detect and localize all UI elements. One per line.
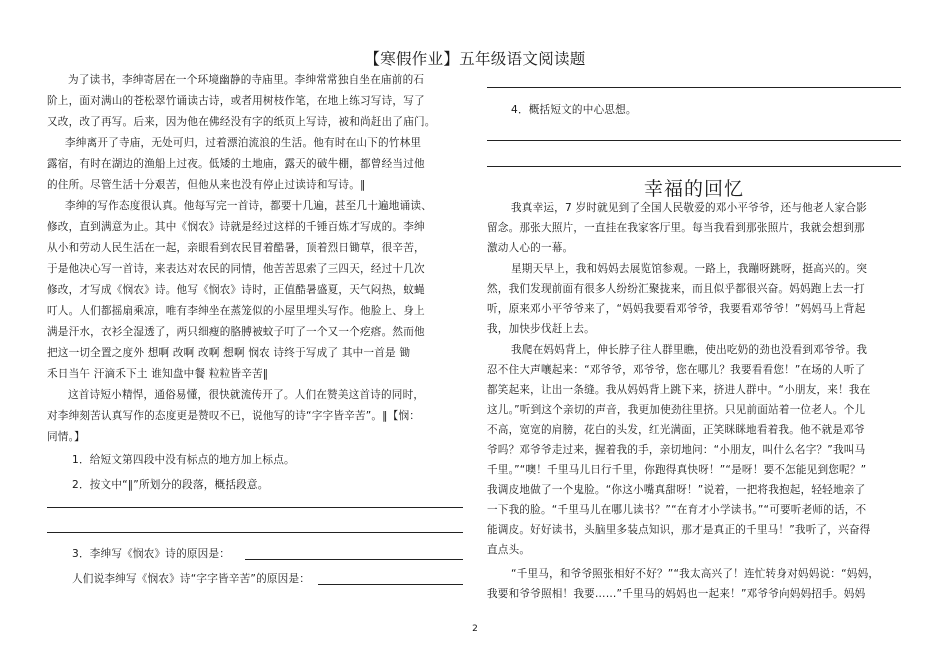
passage-line: 修改，直到满意为止。其中《悯农》诗就是经过这样的千锤百炼才写成的。李绅: [47, 221, 425, 233]
passage-line: 禾日当午 汗滴禾下土 谁知盘中餐 粒粒皆辛苦‖: [47, 368, 269, 380]
passage-line: 从小和劳动人民生活在一起，亲眼看到农民冒着酷暑，顶着烈日锄草，很辛苦，: [47, 242, 425, 254]
passage-line: 为了读书，李绅寄居在一个环境幽静的寺庙里。李绅常常独自坐在庙前的石: [68, 74, 425, 86]
page-number: 2: [472, 624, 478, 634]
story-line: 能调皮。好好读书，头脑里多装点知识，那才是真正的千里马！”我听了，兴奋得: [487, 524, 871, 536]
answer-line[interactable]: [245, 559, 463, 560]
answer-line[interactable]: [47, 507, 463, 508]
story-line: 我爬在妈妈背上，伸长脖子往人群里瞧，使出吃奶的劲也没看到邓爷爷。我: [511, 344, 868, 356]
story-line: 一下我的脸。“千里马儿在哪儿读书？”“在育才小学读书。”“可要听老师的话，不: [487, 504, 867, 516]
passage-line: 同情。】: [47, 431, 85, 443]
passage-line: 露宿，有时在湖边的渔船上过夜。低矮的土地庙，露天的破牛棚，都曾经当过他: [47, 158, 425, 170]
answer-line[interactable]: [487, 87, 901, 88]
story-line: 爷吗？邓爷爷走过来，握着我的手，亲切地问：“小朋友，叫什么名字？”我叫马: [487, 444, 866, 456]
passage-line: 这首诗短小精悍，通俗易懂，很快就流传开了。人们在赞美这首诗的同时，: [68, 389, 425, 401]
story-title: 幸福的回忆: [643, 178, 744, 200]
passage-line: 对李绅刻苦认真写作的态度更是赞叹不已，说他写的诗“字字皆辛苦”。‖【悯：: [47, 410, 421, 422]
story-line: 我，加快步伐赶上去。: [487, 323, 595, 335]
story-line: 不高，宽宽的肩膀，花白的头发，红光满面，正笑眯眯地看着我。他不就是邓爷: [487, 424, 865, 436]
passage-line: 把这一切全置之度外 想啊 改啊 改啊 想啊 悯农 诗终于写成了 其中一首是 锄: [47, 347, 411, 359]
story-line: 忍不住大声嚷起来：“邓爷爷，邓爷爷，您在哪儿？我要看看您！”在场的人听了: [487, 364, 866, 376]
answer-line[interactable]: [47, 532, 463, 533]
page-title: 【寒假作业】五年级语文阅读题: [364, 50, 586, 68]
question-2: 2．按文中“‖”所划分的段落，概括段意。: [72, 479, 269, 491]
answer-line[interactable]: [487, 140, 901, 141]
passage-line: 李绅离开了寺庙，无处可归，过着漂泊流浪的生活。他有时在山下的竹林里: [65, 137, 422, 149]
question-3: 3．李绅写《悯农》诗的原因是：: [72, 548, 231, 560]
passage-line: 于是他决心写一首诗，来表达对农民的同情，他苦苦思索了三四天，经过十几次: [47, 263, 425, 275]
story-line: 我要和爷爷照相！我要……”千里马的妈妈也一起来！”邓爷爷向妈妈招手。妈妈: [487, 588, 866, 600]
story-line: 然，我们发现前面有很多人纷纷汇聚拢来，而且似乎都很兴奋。妈妈跑上去一打: [487, 283, 865, 295]
story-line: 我调皮地做了一个鬼脸。“你这小嘴真甜呀！”说着，一把将我抱起，轻轻地亲了: [487, 484, 866, 496]
question-3b: 人们说李绅写《悯农》诗“字字皆辛苦”的原因是：: [72, 573, 311, 585]
story-line: 都笑起来，让出一条缝。我从妈妈背上跳下来，挤进人群中。“小朋友，来！我在: [487, 384, 871, 396]
question-4: 4．概括短文的中心思想。: [511, 104, 637, 116]
story-line: 留念。那张大照片，一直挂在我家客厅里。每当我看到那张照片，我就会想到那: [487, 222, 865, 234]
passage-line: 的住所。尽管生活十分艰苦，但他从来也没有停止过读诗和写诗。‖: [47, 179, 366, 191]
story-line: “千里马，和爷爷照张相好不好？”“我太高兴了！连忙转身对妈妈说：“妈妈，: [511, 568, 880, 580]
story-line: 激动人心的一幕。: [487, 242, 574, 254]
story-line: 星期天早上，我和妈妈去展览馆参观。一路上，我蹦呀跳呀，挺高兴的。突: [511, 263, 868, 275]
story-line: 我真幸运，7 岁时就见到了全国人民敬爱的邓小平爷爷，还与他老人家合影: [511, 202, 867, 214]
answer-line[interactable]: [487, 166, 901, 167]
story-line: 听，原来邓小平爷爷来了，“妈妈我要看邓爷爷，我要看邓爷爷！”妈妈马上背起: [487, 303, 866, 315]
passage-line: 满是汗水，衣衫全湿透了，两只细瘦的胳膊被蚊子叮了一个又一个疙瘩。然而他: [47, 326, 425, 338]
question-1: 1．给短文第四段中没有标点的地方加上标点。: [72, 454, 295, 466]
story-line: 直点头。: [487, 544, 531, 556]
passage-line: 修改，才写成《悯农》诗。他写《悯农》诗时，正值酷暑盛夏，天气闷热，蚊蝇: [47, 284, 425, 296]
story-line: 这儿。”听到这个亲切的声音，我更加使劲往里挤。只见前面站着一位老人。个儿: [487, 404, 866, 416]
answer-line[interactable]: [318, 584, 463, 585]
passage-line: 李绅的写作态度很认真。他每写完一首诗，都要十几遍，甚至几十遍地诵读、: [65, 200, 432, 212]
passage-line: 又改，改了再写。后来，因为他在佛经没有字的纸页上写诗，被和尚赶出了庙门。: [47, 116, 436, 128]
story-line: 千里。”“噢！千里马儿日行千里，你跑得真快呀！”“是呀！要不怎能见到您呢？”: [487, 464, 867, 476]
passage-line: 阶上，面对满山的苍松翠竹诵读古诗，或者用树枝作笔，在地上练习写诗，写了: [47, 95, 425, 107]
passage-line: 叮人。人们都摇扇乘凉，唯有李绅坐在蒸笼似的小屋里埋头写作。他脸上、身上: [47, 305, 425, 317]
